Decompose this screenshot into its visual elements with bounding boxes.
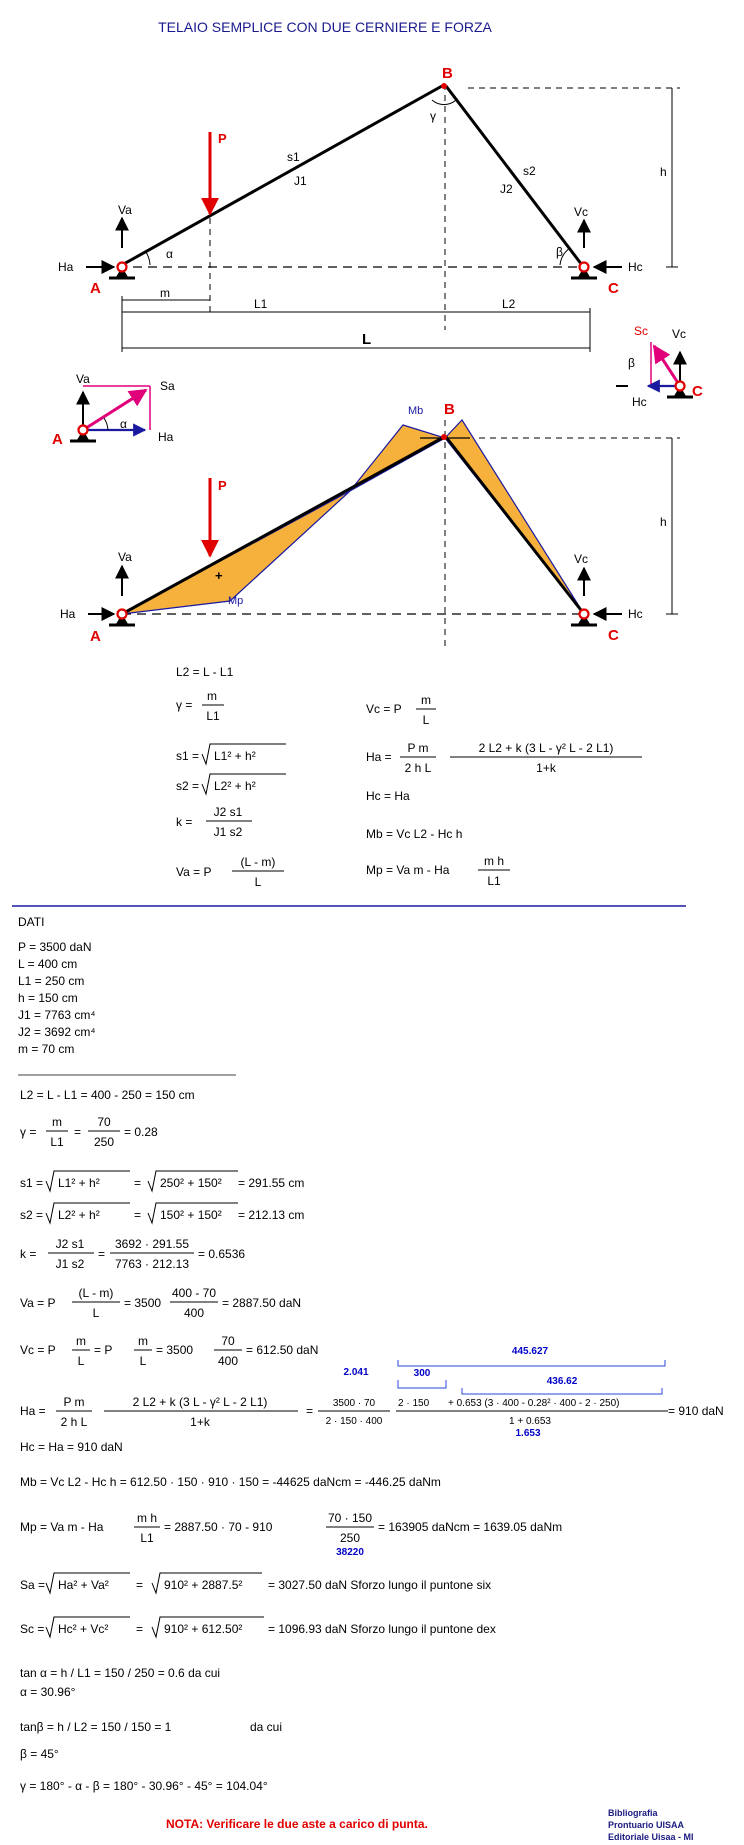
moment-vc-label: Vc (574, 552, 589, 566)
data-row: h = 150 cm (18, 991, 78, 1005)
inset-hc-label: Hc (632, 395, 647, 409)
calc-beta: β = 45° (20, 1747, 59, 1761)
svg-text:400 - 70: 400 - 70 (171, 1286, 217, 1300)
svg-text:Sc =: Sc = (20, 1622, 45, 1636)
svg-text:70: 70 (221, 1334, 235, 1348)
support-c-icon (571, 263, 597, 279)
svg-text:γ =: γ = (20, 1125, 37, 1139)
svg-text:= 3027.50 daN Sforzo lungo: = 3027.50 daN Sforzo lungo il puntone six (268, 1578, 492, 1592)
nota-warning: NOTA: Verificare le due aste a carico di punta. (166, 1817, 428, 1831)
svg-text:m h: m h (136, 1511, 158, 1525)
inset-sa-label: Sa (160, 379, 175, 393)
svg-text:L1: L1 (487, 874, 501, 888)
svg-text:Va = P: Va = P (176, 865, 212, 879)
svg-text:2 L2 + k (3 L - γ² L - 2 L1): 2 L2 + k (3 L - γ² L - 2 L1) (478, 741, 614, 755)
svg-text:250² + 150²: 250² + 150² (160, 1176, 222, 1190)
moment-hc-label: Hc (628, 607, 643, 621)
vector-inset-a (52, 372, 175, 448)
svg-text:L2² + h²: L2² + h² (214, 779, 256, 793)
moment-ha-label: Ha (60, 607, 76, 621)
inset-c-label: C (692, 383, 703, 400)
svg-text:2 · 150 · 400: 2 · 150 · 400 (325, 1416, 383, 1427)
plus-label: + (215, 568, 223, 583)
svg-text:=: = (74, 1125, 82, 1139)
svg-text:7763 · 212.13: 7763 · 212.13 (114, 1257, 190, 1271)
data-row: J2 = 3692 cm⁴ (18, 1025, 96, 1039)
inset-alpha-label: α (120, 417, 127, 431)
svg-text:J2 s1: J2 s1 (55, 1237, 85, 1251)
support-a-icon (109, 263, 135, 279)
note-38220: 38220 (336, 1547, 364, 1558)
inset-beta-label: β (628, 356, 635, 370)
svg-text:L1: L1 (140, 1531, 154, 1545)
svg-text:Mp = Va m - Ha: Mp = Va m - Ha (20, 1520, 104, 1534)
svg-text:L: L (254, 875, 262, 889)
svg-text:= 291.55 cm: = 291.55 cm (238, 1176, 305, 1190)
svg-text:=: = (136, 1622, 144, 1636)
svg-text:Va = P: Va = P (20, 1296, 56, 1310)
inset-va-label: Va (76, 372, 90, 386)
svg-text:= 212.13 cm: = 212.13 cm (238, 1208, 305, 1222)
data-row: P = 3500 daN (18, 940, 92, 954)
ha-label: Ha (58, 260, 74, 274)
gamma-label: γ (430, 109, 436, 123)
data-row: J1 = 7763 cm⁴ (18, 1008, 96, 1022)
j2-label: J2 (500, 182, 513, 196)
s2-label: s2 (523, 164, 536, 178)
m-label: m (160, 286, 170, 300)
node-b-label: B (442, 65, 453, 82)
alpha-label: α (166, 247, 173, 261)
svg-text:J1 s2: J1 s2 (55, 1257, 85, 1271)
svg-text:m h: m h (483, 854, 505, 868)
svg-text:m: m (421, 693, 431, 707)
node-a-label: A (90, 280, 101, 297)
beta-label: β (556, 245, 563, 259)
svg-text:k =: k = (176, 815, 193, 829)
moment-h-label: h (660, 515, 667, 529)
svg-text:= 2887.50 · 70 - 910: = 2887.50 · 70 - 910 (164, 1520, 273, 1534)
calc-tan-beta: tanβ = h / L2 = 150 / 150 = 1 (20, 1720, 172, 1734)
svg-text:=: = (136, 1578, 144, 1592)
load-p-label: P (218, 131, 227, 146)
svg-text:L1² + h²: L1² + h² (214, 749, 256, 763)
moment-support-c-icon (571, 610, 597, 626)
l2-label: L2 (502, 297, 516, 311)
calc-l2: L2 = L - L1 = 400 - 250 = 150 cm (20, 1088, 195, 1102)
frame-diagram-labels (58, 65, 667, 348)
svg-text:1 + 0.653: 1 + 0.653 (509, 1416, 551, 1427)
bibliography-line: Prontuario UISAA (608, 1820, 685, 1830)
svg-text:400: 400 (183, 1306, 205, 1320)
svg-text:250: 250 (339, 1531, 361, 1545)
svg-text:L: L (422, 713, 430, 727)
svg-text:P m: P m (407, 741, 429, 755)
frame-diagram (86, 83, 680, 352)
svg-text:Ha =: Ha = (366, 750, 392, 764)
svg-text:s2 =: s2 = (176, 779, 200, 793)
svg-text:= 163905 daNcm = 1639.05 daN: = 163905 daNcm = 1639.05 daNm (378, 1520, 563, 1534)
data-heading: DATI (18, 915, 45, 929)
svg-text:= 2887.50 daN: = 2887.50 daN (222, 1296, 302, 1310)
svg-text:J2 s1: J2 s1 (213, 805, 243, 819)
moment-a-label: A (90, 628, 101, 645)
svg-text:= 0.28: = 0.28 (124, 1125, 158, 1139)
data-row: L1 = 250 cm (18, 974, 85, 988)
vector-inset-c (616, 324, 703, 409)
moment-diagram (88, 420, 680, 650)
moment-va-label: Va (118, 550, 132, 564)
moment-c-label: C (608, 627, 619, 644)
svg-text:= 3500: = 3500 (124, 1296, 162, 1310)
inset-sc-label: Sc (634, 324, 649, 338)
svg-text:= 1096.93 daN Sforzo lung: = 1096.93 daN Sforzo lungo il puntone dex (268, 1622, 496, 1636)
svg-text:k =: k = (20, 1247, 37, 1261)
svg-text:s1 =: s1 = (176, 749, 200, 763)
svg-text:= 910 daN: = 910 daN (668, 1404, 724, 1418)
calc-alpha: α = 30.96° (20, 1685, 76, 1699)
svg-text:+ 0.653 (3 · 400 - 0.28² · 400: + 0.653 (3 · 400 - 0.28² · 400 - 2 · 250) (448, 1398, 620, 1409)
svg-text:L1: L1 (206, 709, 220, 723)
svg-text:P m: P m (63, 1395, 85, 1409)
svg-text:Ha² + Va²: Ha² + Va² (58, 1578, 109, 1592)
svg-text:(L - m): (L - m) (240, 855, 276, 869)
svg-text:L1² + h²: L1² + h² (58, 1176, 100, 1190)
svg-text:Sa =: Sa = (20, 1578, 46, 1592)
svg-text:L1: L1 (50, 1135, 64, 1149)
general-formulas (176, 665, 642, 889)
bibliography-line: Bibliografia (608, 1808, 658, 1818)
inset-ha-label: Ha (158, 430, 174, 444)
note-445627: 445.627 (511, 1346, 549, 1357)
svg-text:Vc = P: Vc = P (20, 1343, 56, 1357)
calc-hc: Hc = Ha = 910 daN (20, 1440, 123, 1454)
svg-text:Hc² + Vc²: Hc² + Vc² (58, 1622, 109, 1636)
svg-text:= 612.50 daN: = 612.50 daN (246, 1343, 319, 1357)
note-2041: 2.041 (343, 1367, 369, 1378)
svg-text:Ha =: Ha = (20, 1404, 46, 1418)
svg-text:J1 s2: J1 s2 (213, 825, 243, 839)
calc-mb: Mb = Vc L2 - Hc h = 612.50 · 150 · 910 · 150 = -44625 daNcm = -446.25 daNm (20, 1475, 441, 1489)
svg-text:=: = (98, 1247, 106, 1261)
inset-a-label: A (52, 431, 63, 448)
svg-text:910² + 612.50²: 910² + 612.50² (164, 1622, 243, 1636)
moment-p-label: P (218, 478, 227, 493)
mp-label: Mp (228, 595, 244, 607)
svg-text:910² + 2887.5²: 910² + 2887.5² (164, 1578, 243, 1592)
moment-b-label: B (444, 401, 455, 418)
svg-text:L: L (77, 1354, 85, 1368)
svg-text:400: 400 (217, 1354, 239, 1368)
j1-label: J1 (294, 174, 307, 188)
svg-text:m: m (76, 1334, 86, 1348)
note-1653: 1.653 (515, 1428, 541, 1439)
svg-text:L2² + h²: L2² + h² (58, 1208, 100, 1222)
svg-text:150² + 150²: 150² + 150² (160, 1208, 222, 1222)
bibliography (608, 1808, 694, 1842)
svg-text:1+k: 1+k (190, 1415, 210, 1429)
svg-text:250: 250 (93, 1135, 115, 1149)
svg-text:da cui: da cui (250, 1720, 283, 1734)
data-section (18, 915, 236, 1075)
svg-text:m: m (207, 689, 217, 703)
vc-label: Vc (574, 205, 589, 219)
svg-text:2 · 150: 2 · 150 (398, 1398, 430, 1409)
l-label: L (362, 331, 372, 348)
svg-text:Vc = P: Vc = P (366, 702, 402, 716)
inset-vc-label: Vc (672, 327, 687, 341)
svg-text:s1 =: s1 = (20, 1176, 44, 1190)
svg-text:=: = (134, 1176, 142, 1190)
page-title: TELAIO SEMPLICE CON DUE CERNIERE E FORZA (158, 19, 492, 35)
svg-text:L: L (139, 1354, 147, 1368)
mb-label: Mb (408, 405, 424, 417)
l1-label: L1 (254, 297, 268, 311)
svg-text:(L - m): (L - m) (78, 1286, 114, 1300)
node-c-label: C (608, 280, 619, 297)
data-row: m = 70 cm (18, 1042, 75, 1056)
bibliography-line: Editoriale Uisaa - MI (608, 1832, 694, 1842)
h-label: h (660, 165, 667, 179)
svg-text:2 h L: 2 h L (404, 761, 432, 775)
svg-text:3692 · 291.55: 3692 · 291.55 (114, 1237, 190, 1251)
svg-text:L: L (92, 1306, 100, 1320)
svg-text:= 3500: = 3500 (156, 1343, 194, 1357)
calc-tan-alpha: tan α = h / L1 = 150 / 250 = 0.6 da cui (20, 1666, 221, 1680)
svg-text:=: = (134, 1208, 142, 1222)
svg-text:1+k: 1+k (536, 761, 556, 775)
note-43662: 436.62 (546, 1376, 578, 1387)
svg-text:γ =: γ = (176, 698, 193, 712)
svg-text:70: 70 (97, 1115, 111, 1129)
svg-text:=: = (306, 1404, 314, 1418)
svg-text:3500 · 70: 3500 · 70 (332, 1398, 376, 1409)
svg-text:70 · 150: 70 · 150 (327, 1511, 373, 1525)
svg-text:Hc = Ha: Hc = Ha (366, 789, 410, 803)
svg-text:= P: = P (94, 1343, 113, 1357)
calc-gamma: γ = 180° - α - β = 180° - 30.96° - 45° = 104.04° (20, 1779, 268, 1793)
svg-text:2 L2 + k (3 L - γ² L - 2 L1): 2 L2 + k (3 L - γ² L - 2 L1) (132, 1395, 268, 1409)
hc-label: Hc (628, 260, 643, 274)
calculation-section (20, 1088, 724, 1793)
svg-text:= 0.6536: = 0.6536 (198, 1247, 246, 1261)
svg-text:m: m (52, 1115, 62, 1129)
svg-text:2 h L: 2 h L (60, 1415, 88, 1429)
note-300: 300 (413, 1368, 431, 1379)
svg-text:m: m (138, 1334, 148, 1348)
va-label: Va (118, 203, 132, 217)
data-row: L = 400 cm (18, 957, 78, 971)
formula-l2: L2 = L - L1 (176, 665, 234, 679)
s1-label: s1 (287, 150, 300, 164)
svg-text:Mp = Va m - Ha: Mp = Va m - Ha (366, 863, 450, 877)
svg-text:Mb = Vc L2 - Hc h: Mb = Vc L2 - Hc h (366, 827, 463, 841)
svg-text:s2 =: s2 = (20, 1208, 44, 1222)
